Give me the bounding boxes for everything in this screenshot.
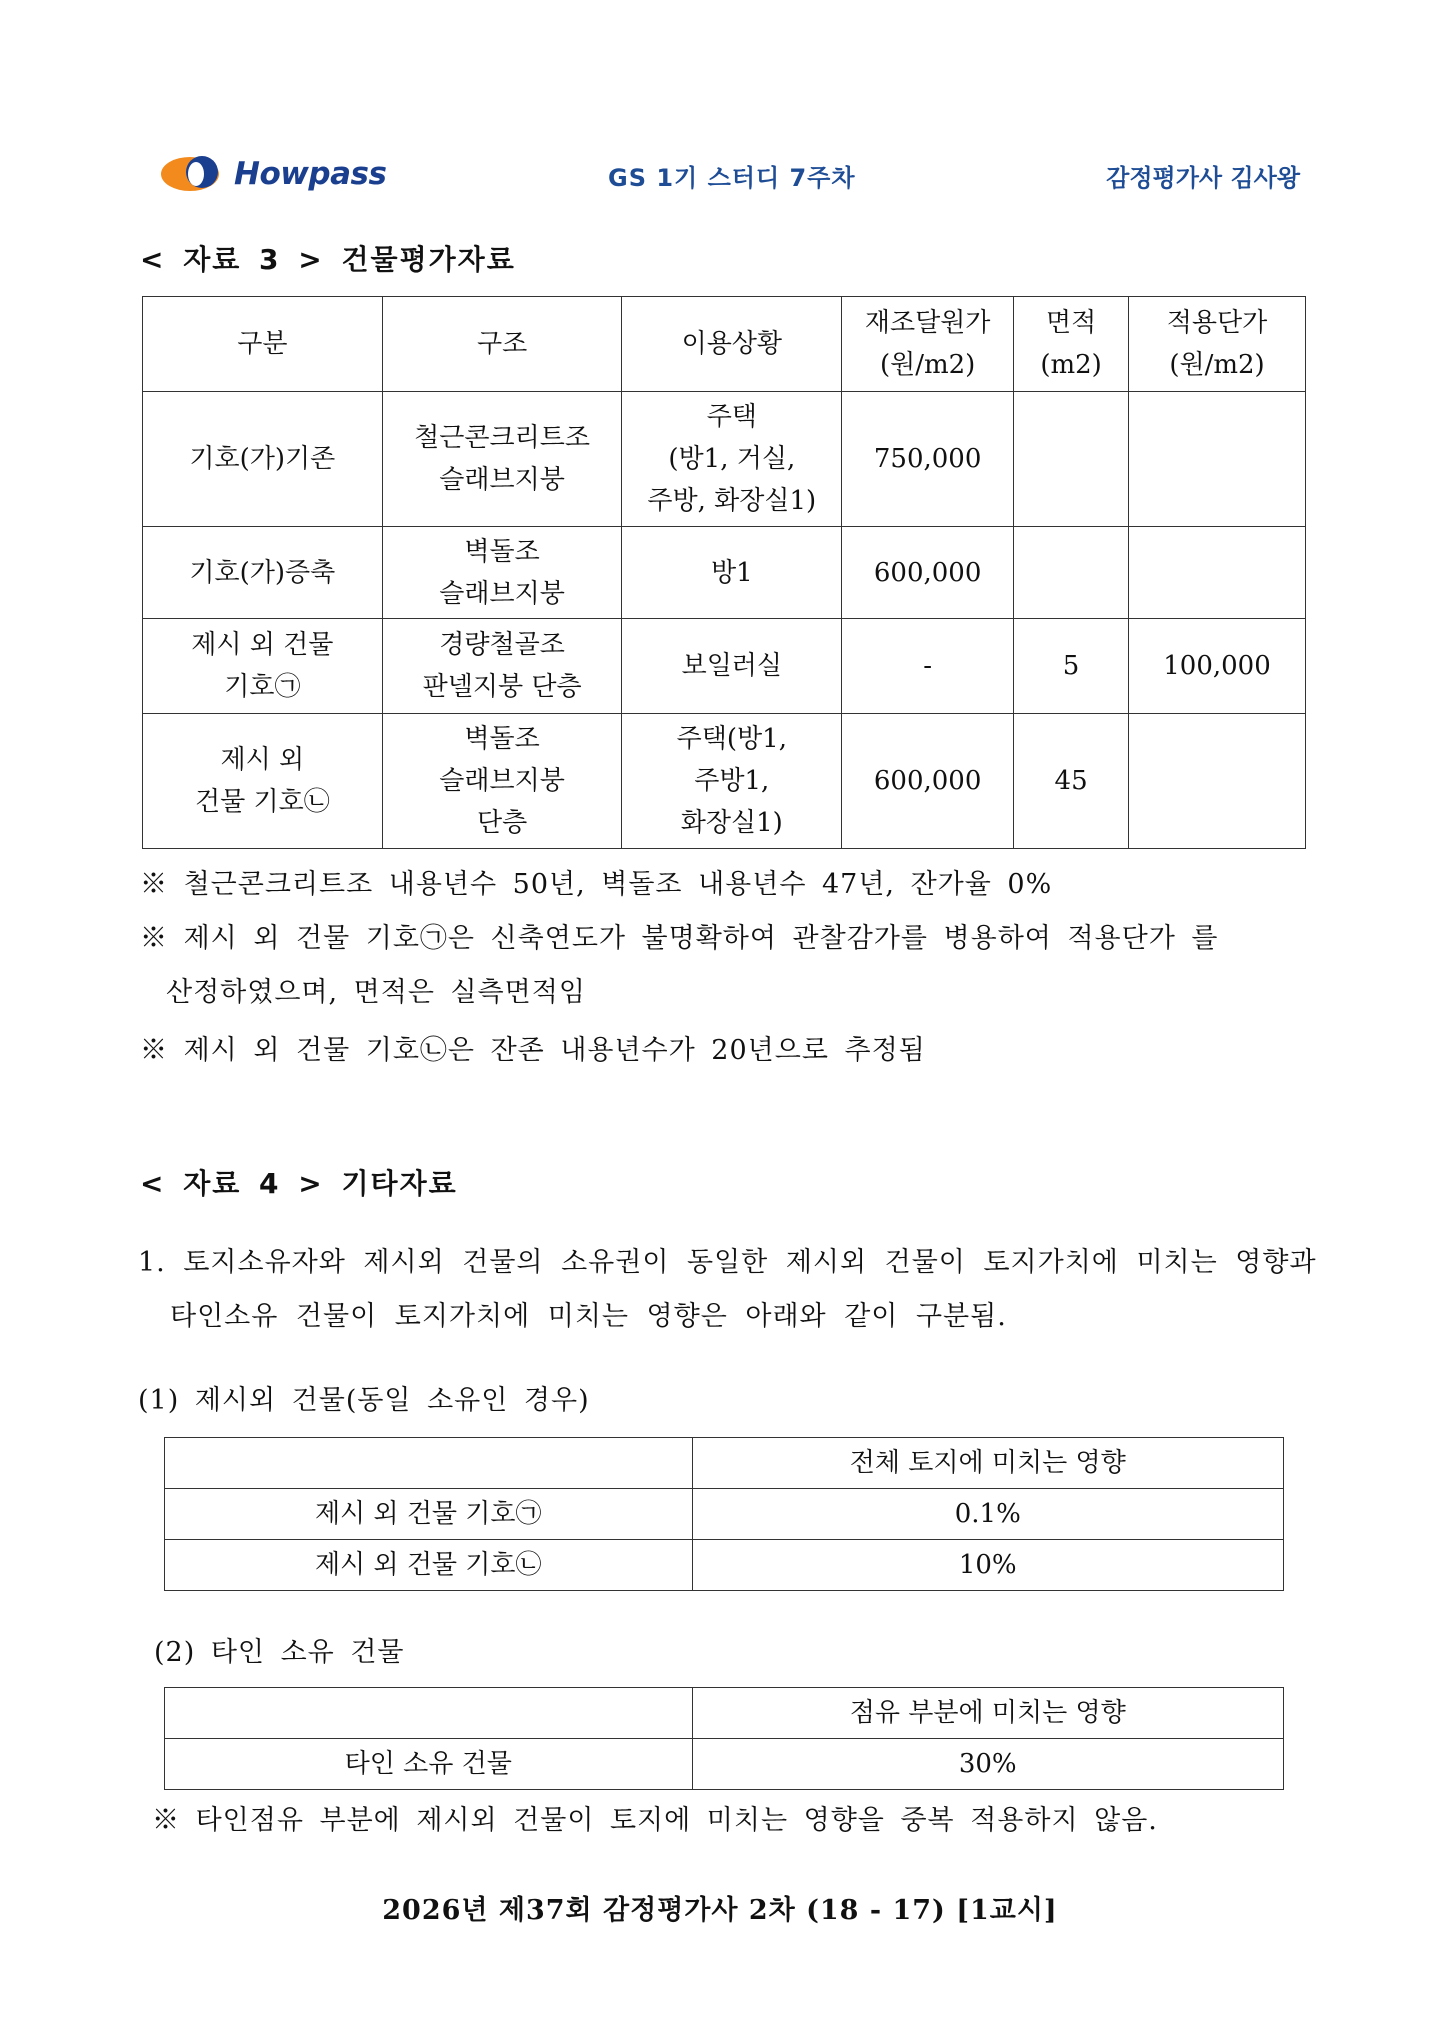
cell-text-line: 제시 외 건물 xyxy=(191,630,334,660)
note-1: ※ 철근콘크리트조 내용년수 50년, 벽돌조 내용년수 47년, 잔가율 0% xyxy=(140,869,1053,900)
header-cell xyxy=(1014,297,1129,392)
cell-text-line: 이용상황 xyxy=(681,329,783,359)
cell-text-line: 30% xyxy=(958,1749,1017,1779)
cell-text-line: 건물 기호㉡ xyxy=(195,787,330,817)
table-cell xyxy=(1129,527,1306,619)
cell-text-line: 제시 외 건물 기호㉠ xyxy=(314,1499,542,1529)
table-cell xyxy=(1014,619,1129,714)
table-header-row xyxy=(143,297,1306,392)
cell-text-line: 슬래브지붕 xyxy=(439,578,565,609)
header-cell xyxy=(165,1438,693,1489)
table-cell xyxy=(1014,527,1129,619)
table-cell xyxy=(842,619,1014,714)
cell-text-line: 제시 외 xyxy=(220,745,305,775)
table-cell xyxy=(622,714,842,849)
cell-text-line: 보일러실 xyxy=(681,651,783,681)
note-2-continued: 산정하였으며, 면적은 실측면적임 xyxy=(166,977,586,1008)
table-row xyxy=(165,1540,1284,1591)
table-cell xyxy=(143,527,383,619)
table-row xyxy=(143,714,1306,849)
table-cell xyxy=(1129,619,1306,714)
cell-text-line: 기호(가)기존 xyxy=(189,444,336,474)
table-cell xyxy=(622,392,842,527)
note-2: ※ 제시 외 건물 기호㉠은 신축연도가 불명확하여 관찰감가를 병용하여 적용단가 를 xyxy=(140,923,1219,954)
table-cell xyxy=(842,714,1014,849)
cell-text-line: 600,000 xyxy=(873,557,982,588)
table-cell xyxy=(143,714,383,849)
cell-text-line: 화장실1) xyxy=(680,808,783,838)
header-cell xyxy=(143,297,383,392)
table-cell xyxy=(692,1540,1284,1591)
cell-text-line: 10% xyxy=(958,1550,1017,1580)
table-cell xyxy=(622,619,842,714)
note-3: ※ 제시 외 건물 기호㉡은 잔존 내용년수가 20년으로 추정됨 xyxy=(140,1035,926,1066)
table-row xyxy=(165,1739,1284,1790)
cell-text-line: 타인 소유 건물 xyxy=(344,1749,512,1779)
table-cell xyxy=(165,1540,693,1591)
building-table xyxy=(142,296,1306,849)
cell-text-line: 방1 xyxy=(710,557,753,588)
table-cell xyxy=(382,392,622,527)
cell-text-line: 주방1, xyxy=(694,766,770,796)
table-row xyxy=(165,1489,1284,1540)
cell-text-line: 구조 xyxy=(476,329,528,359)
cell-text-line: 45 xyxy=(1054,766,1088,796)
header-cell xyxy=(622,297,842,392)
sub1-title: (1) 제시외 건물(동일 소유인 경우) xyxy=(138,1385,590,1416)
section3-title: < 자료 3 > 건물평가자료 xyxy=(140,243,516,276)
others-building-impact-table xyxy=(164,1687,1284,1790)
table-header-row xyxy=(165,1438,1284,1489)
table-cell xyxy=(165,1739,693,1790)
cell-text-line: (원/m2) xyxy=(879,350,976,380)
cell-text-line: 기호(가)증축 xyxy=(189,557,336,588)
table-cell xyxy=(165,1489,693,1540)
table-cell xyxy=(1014,392,1129,527)
author-name: 감정평가사 김사왕 xyxy=(1106,164,1300,192)
table-cell xyxy=(1129,714,1306,849)
table-cell xyxy=(1014,714,1129,849)
cell-text-line: 경량철골조 xyxy=(439,630,565,660)
cell-text-line: (원/m2) xyxy=(1169,350,1265,380)
section4-note: ※ 타인점유 부분에 제시외 건물이 토지에 미치는 영향을 중복 적용하지 않음. xyxy=(152,1805,1158,1836)
cell-text-line: 점유 부분에 미치는 영향 xyxy=(849,1698,1126,1728)
table-cell xyxy=(1129,392,1306,527)
cell-text-line: 0.1% xyxy=(954,1499,1021,1529)
table-cell xyxy=(692,1489,1284,1540)
cell-text-line: 주택(방1, xyxy=(676,724,787,754)
cell-text-line: 주택 xyxy=(706,402,757,432)
owned-building-impact-table xyxy=(164,1437,1284,1591)
cell-text-line: 전체 토지에 미치는 영향 xyxy=(849,1448,1126,1478)
table-row xyxy=(143,619,1306,714)
cell-text-line: 기호㉠ xyxy=(224,672,301,702)
cell-text-line: 제시 외 건물 기호㉡ xyxy=(314,1550,542,1580)
cell-text-line: (방1, 거실, xyxy=(668,444,796,474)
cell-text-line: 구분 xyxy=(237,329,288,359)
table-header-row xyxy=(165,1688,1284,1739)
paragraph-1-text: 1. 토지소유자와 제시외 건물의 소유권이 동일한 제시외 건물이 토지가치에 미치는 영향과 타인소유 건물이 토지가치에 미치는 영향은 아래와 같이 구분됨. xyxy=(138,1247,1317,1332)
cell-text-line: - xyxy=(923,651,933,681)
cell-text-line: 면적 xyxy=(1045,308,1097,338)
study-title: GS 1기 스터디 7주차 xyxy=(608,164,856,192)
howpass-logo-icon xyxy=(160,153,226,195)
cell-text-line: 100,000 xyxy=(1163,651,1271,681)
cell-text-line: 벽돌조 xyxy=(464,536,540,567)
cell-text-line: 철근콘크리트조 xyxy=(414,423,590,453)
header-cell xyxy=(692,1688,1284,1739)
page-footer: 2026년 제37회 감정평가사 2차 (18 - 17) [1교시] xyxy=(382,1895,1058,1926)
cell-text-line: 적용단가 xyxy=(1166,308,1268,338)
header-cell xyxy=(165,1688,693,1739)
cell-text-line: 5 xyxy=(1062,651,1080,681)
header-cell xyxy=(842,297,1014,392)
page-header xyxy=(160,148,1300,200)
cell-text-line: (m2) xyxy=(1040,350,1102,380)
cell-text-line: 600,000 xyxy=(873,766,982,796)
cell-text-line: 슬래브지붕 xyxy=(439,465,565,495)
table-cell xyxy=(382,714,622,849)
logo-text: Howpass xyxy=(234,156,387,192)
cell-text-line: 재조달원가 xyxy=(864,308,991,338)
table-row xyxy=(143,527,1306,619)
header-cell xyxy=(692,1438,1284,1489)
table-cell xyxy=(143,392,383,527)
cell-text-line: 750,000 xyxy=(873,444,982,474)
header-cell xyxy=(1129,297,1306,392)
cell-text-line: 판넬지붕 단층 xyxy=(422,672,582,702)
sub2-title: (2) 타인 소유 건물 xyxy=(154,1637,405,1668)
table-cell xyxy=(143,619,383,714)
cell-text-line: 단층 xyxy=(476,808,528,838)
table-cell xyxy=(382,619,622,714)
table-cell xyxy=(622,527,842,619)
cell-text-line: 벽돌조 xyxy=(464,724,540,754)
paragraph-1 xyxy=(138,1236,1318,1344)
table-row xyxy=(143,392,1306,527)
howpass-logo xyxy=(160,148,386,200)
table-cell xyxy=(842,392,1014,527)
header-cell xyxy=(382,297,622,392)
cell-text-line: 주방, 화장실1) xyxy=(647,486,817,516)
table-cell xyxy=(842,527,1014,619)
section4-title: < 자료 4 > 기타자료 xyxy=(140,1167,458,1200)
table-cell xyxy=(382,527,622,619)
table-cell xyxy=(692,1739,1284,1790)
cell-text-line: 슬래브지붕 xyxy=(439,766,565,796)
